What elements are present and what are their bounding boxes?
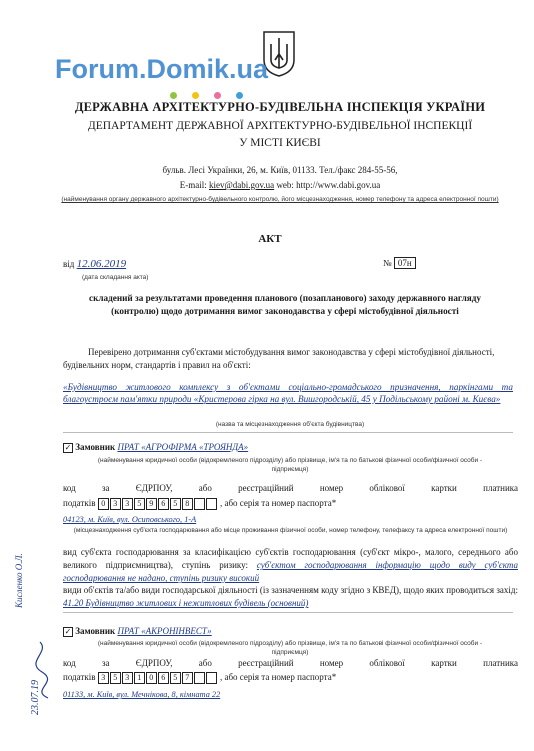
customer1-risk: суб'єктом господарювання інформацію щодо виду суб'єкта господарювання не надано, ступінь ризику високий bbox=[63, 560, 518, 584]
intro-text: Перевірено дотримання суб'єктами містобудування вимог законодавства у сфері містобудівної діяльності, будівельних норм, стандартів і правил на об'єкті: bbox=[63, 347, 495, 371]
act-date-value: 12.06.2019 bbox=[76, 258, 127, 270]
customer1-name-note: (найменування юридичної особи (відокремленого підрозділу) або прізвище, ім'я та по батькові фізичної особи/фізичної особи - підприємця) bbox=[97, 457, 483, 474]
code-digit-box bbox=[194, 672, 205, 684]
margin-note-name: Кисленко О.Л. bbox=[14, 553, 24, 608]
watermark: Forum.Domik.ua bbox=[55, 54, 269, 84]
customer1-activity-value: 41.20 Будівництво житлових і нежитлових будівель (основний) bbox=[63, 598, 309, 609]
customer2-checkbox[interactable]: ✓ bbox=[64, 626, 72, 636]
dept-title: ДЕПАРТАМЕНТ ДЕРЖАВНОЇ АРХІТЕКТУРНО-БУДІВЕЛЬНОЇ ІНСПЕКЦІЇ bbox=[87, 120, 473, 132]
dept-city: У МІСТІ КИЄВІ bbox=[239, 137, 321, 149]
code-digit-box: 3 bbox=[110, 498, 121, 510]
code-digit-box: 6 bbox=[158, 498, 169, 510]
customer1-address: 04123, м. Київ, вул. Осиповського, 1-А bbox=[63, 515, 197, 524]
act-title: АКТ bbox=[258, 233, 282, 245]
divider2 bbox=[63, 612, 513, 613]
code-digit-box: 5 bbox=[134, 498, 145, 510]
code-digit-box: 7 bbox=[182, 672, 193, 684]
code-digit-box: 5 bbox=[170, 672, 181, 684]
email-link[interactable]: kiev@dabi.gov.ua bbox=[208, 180, 275, 190]
margin-note-date: 23.07.19 bbox=[30, 680, 41, 715]
customer2-code-line: код за ЄДРПОУ, або реєстраційний номер облікової картки платника bbox=[63, 658, 518, 668]
code-digit-box bbox=[206, 498, 217, 510]
org-address: бульв. Лесі Українки, 26, м. Київ, 01133. Тел./факс 284-55-56, bbox=[162, 165, 398, 175]
customer2-label: Замовник bbox=[75, 626, 116, 636]
act-subtitle: складений за результатами проведення планового (позапланового) заходу державного нагляду (контролю) щодо дотримання вимог законодавства у сфері містобудівної діяльності bbox=[89, 293, 481, 316]
act-number-value: 07н bbox=[394, 257, 416, 269]
code-digit-box: 3 bbox=[122, 672, 133, 684]
customer1-name: ПРАТ «АГРОФІРМА «ТРОЯНДА» bbox=[117, 442, 249, 452]
code-digit-box: 5 bbox=[170, 498, 181, 510]
customer1-row bbox=[63, 442, 248, 453]
act-date: від 12.06.2019 bbox=[63, 258, 127, 270]
code-digit-box: 9 bbox=[146, 498, 157, 510]
customer1-code-line: код за ЄДРПОУ, або реєстраційний номер облікової картки платника bbox=[63, 483, 518, 493]
customer1-activity: види об'єктів та/або види господарської діяльності (із зазначенням коду згідно з КВЕД), щодо яких проводиться захід: 41.20 Будівництво житлових і нежитлових будівель (основний) bbox=[63, 585, 518, 609]
customer1-code-digits bbox=[98, 498, 218, 508]
code-digit-box: 8 bbox=[182, 498, 193, 510]
customer2-name-note: (найменування юридичної особи (відокремленого підрозділу) або прізвище, ім'я та по батькові фізичної особи/фізичної особи - підприємця) bbox=[97, 640, 483, 657]
customer2-name: ПРАТ «АКРОНІНВЕСТ» bbox=[117, 626, 212, 636]
divider bbox=[63, 432, 513, 433]
customer2-code: податків 3 5 3 1 0 6 5 7 , або серія та номер паспорта* bbox=[63, 672, 337, 683]
code-digit-box: 3 bbox=[98, 672, 109, 684]
org-contacts bbox=[55, 180, 505, 190]
customer1-label: Замовник bbox=[75, 442, 116, 452]
watermark-dots bbox=[170, 92, 270, 100]
org-title: ДЕРЖАВНА АРХІТЕКТУРНО-БУДІВЕЛЬНА ІНСПЕКЦІЯ УКРАЇНИ bbox=[74, 100, 486, 114]
customer1-address-note: (місцезнаходження суб'єкта господарювання або місце проживання фізичної особи, номер телефону, телефаксу та адреса електронної пошти) bbox=[73, 527, 508, 534]
act-date-note: (дата складання акта) bbox=[82, 274, 149, 281]
signature-icon bbox=[20, 640, 60, 705]
org-note: (найменування органу державного архітектурно-будівельного контролю, його місцезнаходження, номер телефону та адреса електронної пошти) bbox=[61, 196, 499, 203]
code-digit-box: 1 bbox=[134, 672, 145, 684]
customer2-code-digits bbox=[98, 672, 218, 682]
code-digit-box: 6 bbox=[158, 672, 169, 684]
object-note: (назва та місцезнаходження об'єкта будівництва) bbox=[215, 421, 365, 428]
customer1-classification: вид суб'єкта господарювання за класифікацією суб'єктів господарювання (суб'єкт мікро-, малого, середнього або великого підприємництва), ступінь ризику: суб'єктом господарювання інформацію щодо виду суб'єкта господарювання не надано, ступінь ризику високий bbox=[63, 547, 518, 584]
act-number: № 07н bbox=[383, 258, 416, 268]
object-name: «Будівництво житлового комплексу з об'єктами соціально-громадського призначення, паркінгами та благоустроєм пам'ятки природи «Кристерова гірка на вул. Вишгородській, 45 у Подільському районі м. Києва» bbox=[63, 382, 513, 404]
customer1-checkbox[interactable]: ✓ bbox=[64, 442, 72, 452]
code-digit-box: 5 bbox=[110, 672, 121, 684]
code-digit-box: 0 bbox=[98, 498, 109, 510]
code-digit-box bbox=[194, 498, 205, 510]
code-digit-box bbox=[206, 672, 217, 684]
code-digit-box: 0 bbox=[146, 672, 157, 684]
code-digit-box: 3 bbox=[122, 498, 133, 510]
web-link[interactable]: web: http://www.dabi.gov.ua bbox=[276, 180, 381, 190]
customer1-code: податків 0 3 3 5 9 6 5 8 , або серія та номер паспорта* bbox=[63, 498, 337, 509]
customer2-row bbox=[63, 626, 212, 637]
email-label: E-mail: bbox=[179, 180, 207, 190]
customer2-address: 01133, м. Київ, вул. Мечнікова, 8, кімната 22 bbox=[63, 690, 221, 699]
